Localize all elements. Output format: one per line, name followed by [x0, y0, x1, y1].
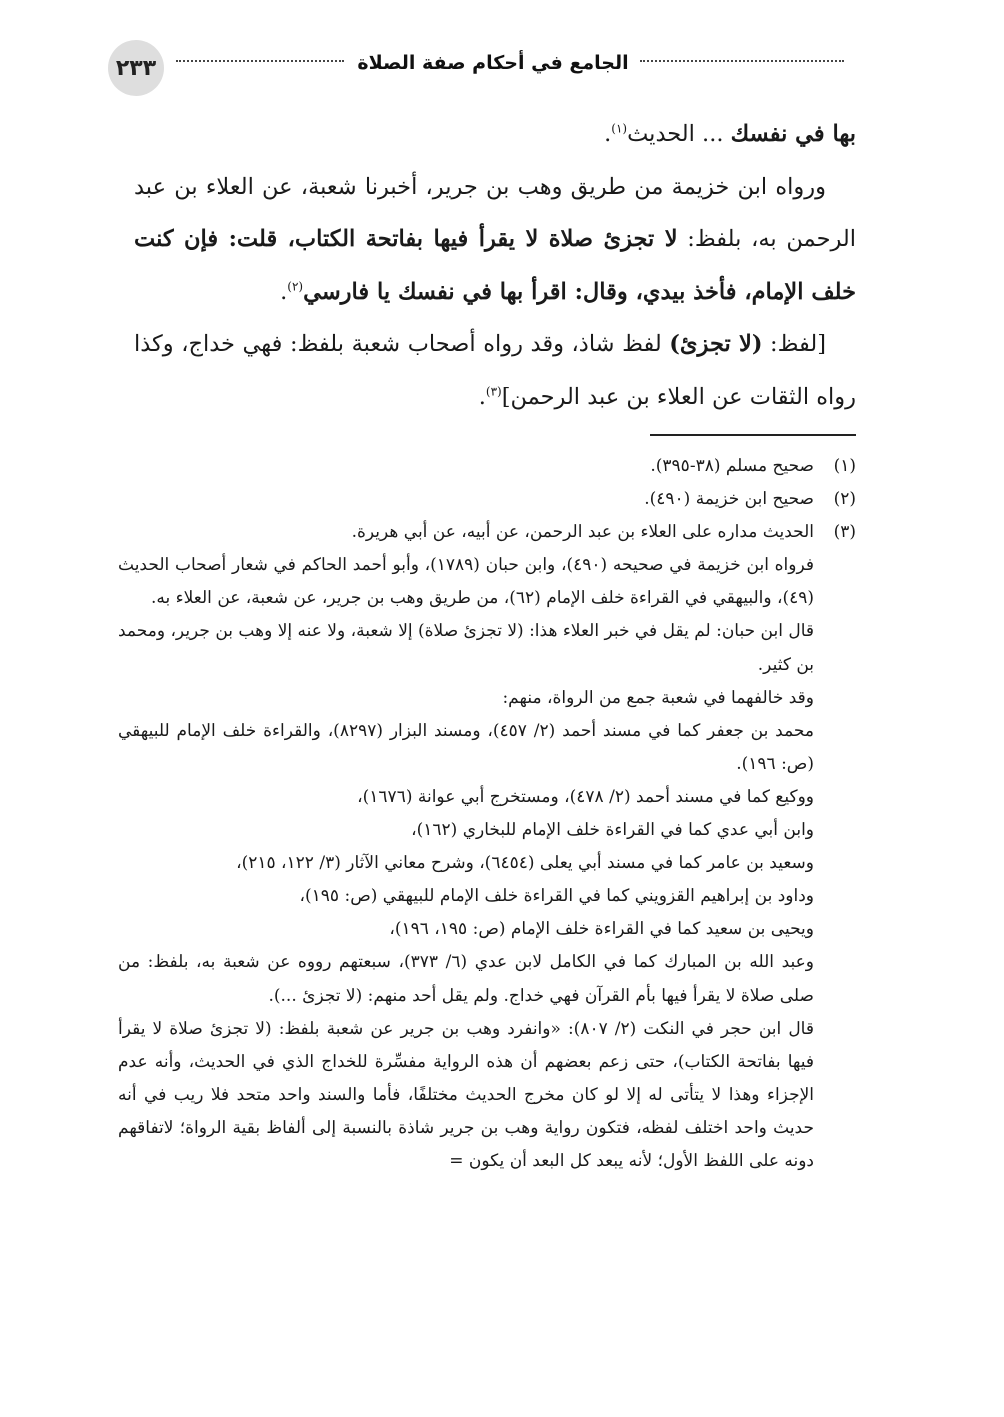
- footnote-text: محمد بن جعفر كما في مسند أحمد (٢/ ٤٥٧)، ومسند البزار (٨٢٩٧)، والقراءة خلف الإمام للبيهقي (ص: ١٩٦).: [118, 720, 815, 774]
- bold-text: لا تجزئ صلاة لا يقرأ فيها بفاتحة الكتاب، قلت: فإن كنت خلف الإمام، فأخذ بيدي، وقال: اقرأ بها في نفسك يا فارسي: [134, 226, 856, 305]
- punctuation: .: [478, 383, 486, 410]
- footnote-text: ويحيى بن سعيد كما في القراءة خلف الإمام (ص: ١٩٥، ١٩٦)،: [389, 919, 814, 940]
- page-number: ٢٣٣: [115, 55, 157, 81]
- bold-text: (لا تجزئ): [669, 331, 763, 357]
- footnote-number: (٢): [833, 489, 856, 510]
- paragraph-text: [لفظ:: [762, 331, 826, 357]
- footnote-text: وقد خالفهما في شعبة جمع من الرواة، منهم:: [502, 687, 814, 708]
- header-dotted-line-left: [176, 60, 344, 62]
- footnote-3: [118, 516, 856, 1178]
- bold-text: بها في نفسك: [730, 121, 856, 147]
- paragraph-2: [134, 161, 856, 319]
- footnote-1: [118, 450, 856, 483]
- footnote-text: قال ابن حبان: لم يقل في خبر العلاء هذا: (لا تجزئ صلاة) إلا شعبة، ولا عنه إلا وهب بن جرير، ومحمد بن كثير.: [118, 621, 814, 675]
- paragraph-text: لفظ شاذ، وقد رواه أصحاب شعبة بلفظ: فهي خداج، وكذا رواه الثقات عن العلاء بن عبد الرحمن]: [134, 331, 856, 410]
- punctuation: .: [604, 121, 612, 147]
- footnote-text: ووكيع كما في مسند أحمد (٢/ ٤٧٨)، ومستخرج أبي عوانة (١٦٧٦)،: [357, 786, 814, 807]
- header-dotted-line-right: [640, 60, 844, 62]
- footnote-text: صحيح مسلم (٣٨-٣٩٥).: [650, 456, 814, 476]
- footnote-separator: [650, 434, 856, 436]
- paragraph-1: [134, 108, 856, 161]
- footnote-text: فرواه ابن خزيمة في صحيحه (٤٩٠)، وابن حبان (١٧٨٩)، وأبو أحمد الحاكم في شعار أصحاب الحديث (٤٩)، والبيهقي في القراءة خلف الإمام (٦٢)، من طريق وهب بن جرير، عن شعبة، عن العلاء به.: [118, 555, 814, 609]
- footnote-text: وداود بن إبراهيم القزويني كما في القراءة خلف الإمام للبيهقي (ص: ١٩٥)،: [299, 886, 814, 907]
- footnote-body: [118, 450, 814, 483]
- footnote-body: [118, 516, 814, 1178]
- footnote-2: [118, 483, 856, 516]
- footnote-text: وعبد الله بن المبارك كما في الكامل لابن عدي (٦/ ٣٧٣)، سبعتهم رووه عن شعبة به، بلفظ: من صلى صلاة لا يقرأ فيها بأم القرآن فهي خداج. ولم يقل أحد منهم: (لا تجزئ ...).: [118, 952, 815, 1006]
- paragraph-3: [134, 318, 856, 423]
- footnote-number: (٣): [833, 522, 856, 543]
- paragraph-text: ورواه ابن خزيمة من طريق وهب بن جرير، أخبرنا شعبة، عن العلاء بن عبد الرحمن به، بلفظ:: [134, 173, 856, 252]
- main-text: [134, 108, 856, 423]
- footnote-ref-1[interactable]: (١): [611, 121, 628, 136]
- page-number-badge: [108, 40, 164, 96]
- punctuation: .: [280, 278, 288, 305]
- footnote-ref-3[interactable]: (٣): [485, 384, 502, 398]
- footnote-body: [118, 483, 814, 516]
- footnote-number: (١): [833, 456, 856, 476]
- footnote-text: الحديث مداره على العلاء بن عبد الرحمن، عن أبيه، عن أبي هريرة.: [351, 522, 814, 543]
- page-header: [104, 40, 856, 100]
- footnote-ref-2[interactable]: (٢): [287, 279, 304, 293]
- footnote-text: صحيح ابن خزيمة (٤٩٠).: [644, 489, 814, 510]
- footnote-text: قال ابن حجر في النكت (٢/ ٨٠٧): «وانفرد وهب بن جرير عن شعبة بلفظ: (لا تجزئ صلاة لا يقرأ فيها بفاتحة الكتاب)، حتى زعم بعضهم أن هذه الرواية مفسِّرة للخداج الذي في الحديث، وأنه عدم الإجزاء وهذا لا يتأتى له إلا لو كان مخرج الحديث مختلفًا، فأما والسند واحد متحد فلا ريب في أنه حديث واحد اختلف لفظه، فتكون رواية وهب بن جرير شاذة بالنسبة إلى ألفاظ بقية الرواة؛ لاتفاقهم دونه على اللفظ الأول؛ لأنه يبعد كل البعد أن يكون =: [118, 1018, 814, 1171]
- footnotes: [118, 450, 856, 1178]
- paragraph-text: ... الحديث: [627, 121, 731, 147]
- footnote-text: وسعيد بن عامر كما في مسند أبي يعلى (٦٤٥٤)، وشرح معاني الآثار (٣/ ١٢٢، ٢١٥)،: [236, 853, 814, 874]
- running-title: الجامع في أحكام صفة الصلاة: [357, 52, 629, 74]
- footnote-text: وابن أبي عدي كما في القراءة خلف الإمام للبخاري (١٦٢)،: [411, 820, 814, 841]
